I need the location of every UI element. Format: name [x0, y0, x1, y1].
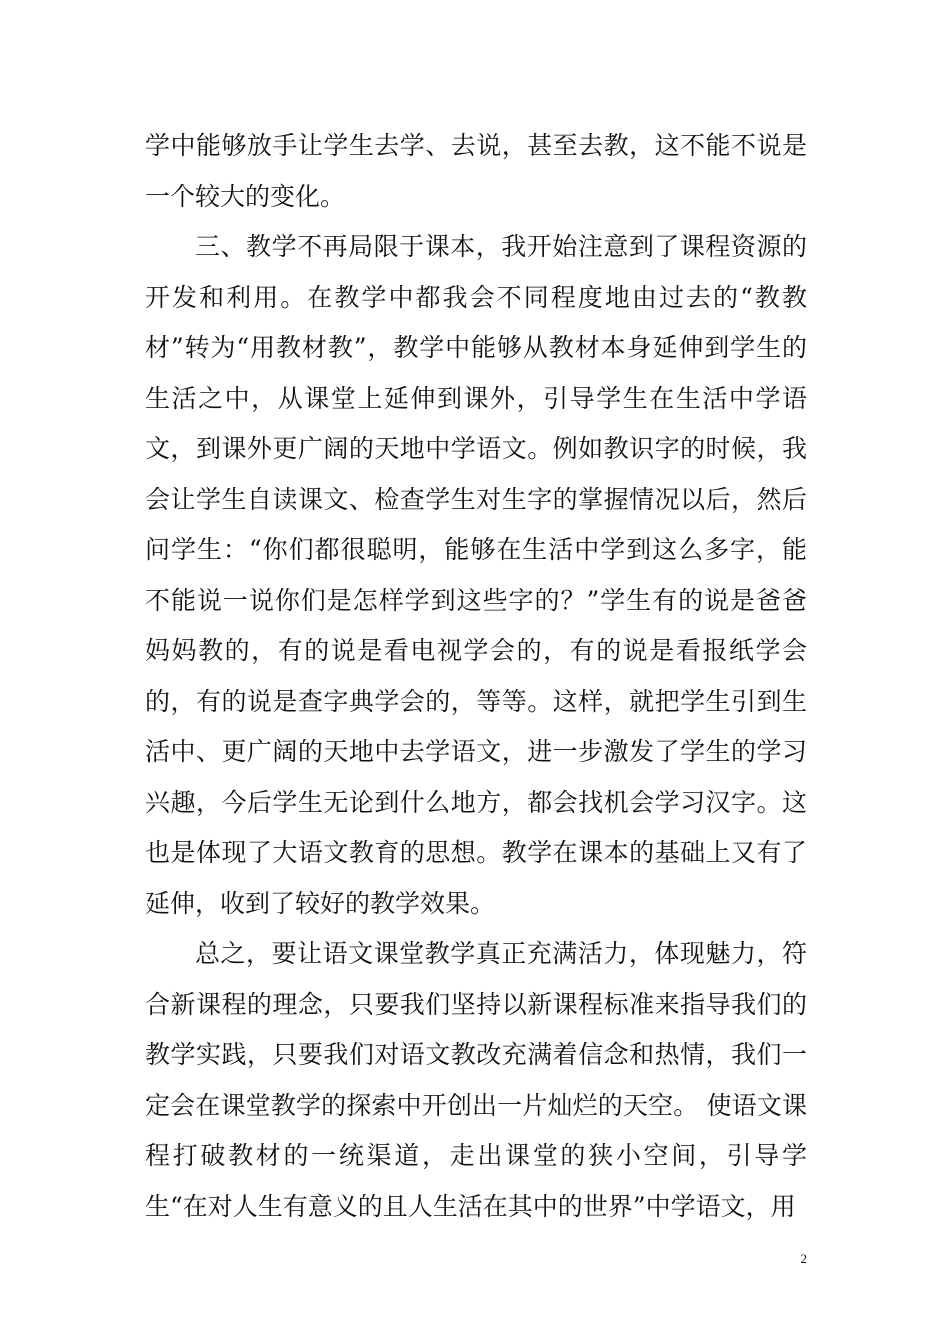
paragraph-section-three: 三、教学不再局限于课本，我开始注意到了课程资源的开发和利用。在教学中都我会不同程度地由过去的“教教材”转为“用教材教”，教学中能够从教材本身延伸到学生的生活之中，从课堂上延伸到课外，引导学生在生活中学语文，到课外更广阔的天地中学语文。例如教识字的时候，我会让学生自读课文、检查学生对生字的掌握情况以后，然后问学生：“你们都很聪明，能够在生活中学到这么多字，能不能说一说你们是怎样学到这些字的？”学生有的说是爸爸妈妈教的，有的说是看电视学会的，有的说是看报纸学会的，有的说是查字典学会的，等等。这样，就把学生引到生活中、更广阔的天地中去学语文，进一步激发了学生的学习兴趣，今后学生无论到什么地方，都会找机会学习汉字。这也是体现了大语文教育的思想。教学在课本的基础上又有了延伸，收到了较好的教学效果。	[145, 232, 807, 918]
paragraph-continuation: 学中能够放手让学生去学、去说，甚至去教，这不能不说是一个较大的变化。	[145, 131, 807, 211]
paragraph-conclusion: 总之，要让语文课堂教学真正充满活力，体现魅力，符合新课程的理念，只要我们坚持以新课程标准来指导我们的教学实践，只要我们对语文教改充满着信念和热情，我们一定会在课堂教学的探索中开创出一片灿烂的天空。 使语文课程打破教材的一统渠道，走出课堂的狭小空间，引导学生“在对人生有意义的且人生活在其中的世界”中学语文，用	[145, 939, 807, 1221]
page-number: 2	[800, 1251, 807, 1266]
body-text	[145, 121, 807, 1232]
